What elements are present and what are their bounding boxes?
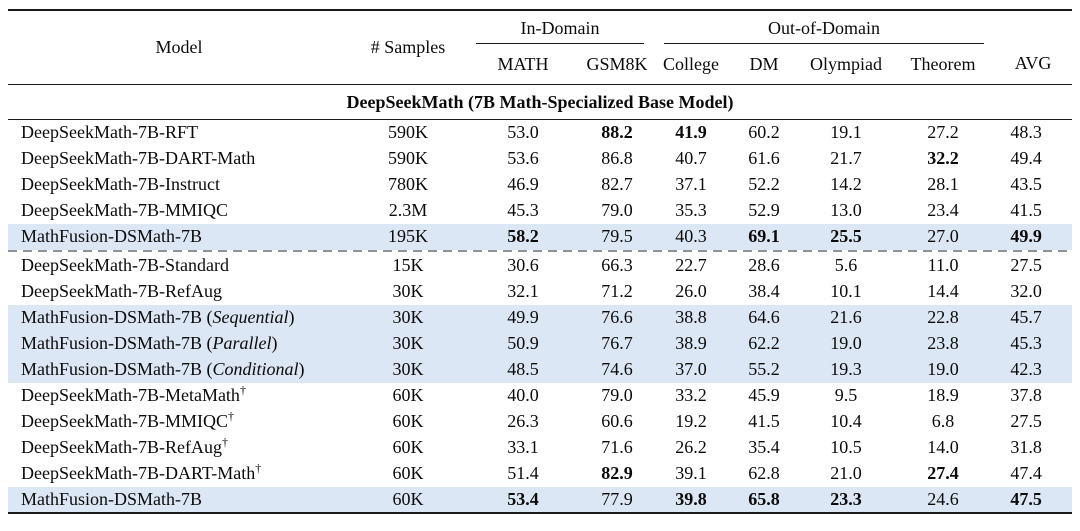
model-name: DeepSeekMath-7B-MMIQC bbox=[21, 200, 228, 220]
results-table bbox=[8, 9, 1072, 514]
score-value: 22.8 bbox=[927, 307, 959, 327]
score-value: 26.0 bbox=[675, 281, 707, 301]
samples-value: 15K bbox=[392, 255, 424, 275]
score-value: 19.0 bbox=[830, 333, 862, 353]
model-name: MathFusion-DSMath-7B (Sequential) bbox=[21, 307, 295, 327]
score-value: 49.9 bbox=[1010, 226, 1042, 246]
score-value: 58.2 bbox=[507, 226, 539, 246]
score-value: 64.6 bbox=[748, 307, 780, 327]
score-value: 41.5 bbox=[748, 411, 780, 431]
score-value: 40.3 bbox=[675, 226, 707, 246]
model-name: MathFusion-DSMath-7B (Parallel) bbox=[21, 333, 278, 353]
table-row bbox=[8, 383, 1072, 409]
model-variant: Conditional bbox=[212, 359, 299, 379]
score-value: 19.1 bbox=[830, 122, 862, 143]
score-value: 32.0 bbox=[1010, 281, 1042, 301]
score-value: 79.0 bbox=[601, 385, 633, 405]
column-header-college: College bbox=[654, 44, 728, 85]
score-value: 71.6 bbox=[601, 437, 633, 457]
model-name: DeepSeekMath-7B-MetaMath† bbox=[21, 383, 246, 405]
score-value: 69.1 bbox=[748, 226, 780, 246]
model-variant: Parallel bbox=[212, 333, 272, 353]
table-row bbox=[8, 435, 1072, 461]
model-variant: Sequential bbox=[212, 307, 289, 327]
score-value: 47.5 bbox=[1010, 488, 1042, 509]
column-header-model: Model bbox=[8, 10, 350, 85]
score-value: 23.3 bbox=[830, 488, 862, 509]
table-row bbox=[8, 253, 1072, 279]
samples-value: 780K bbox=[388, 174, 428, 194]
score-value: 37.8 bbox=[1010, 385, 1042, 405]
score-value: 74.6 bbox=[601, 359, 633, 379]
score-value: 41.9 bbox=[675, 122, 707, 143]
column-header-avg: AVG bbox=[994, 10, 1072, 85]
column-header-math: MATH bbox=[466, 44, 580, 85]
score-value: 49.9 bbox=[507, 307, 539, 327]
model-name: DeepSeekMath-7B-Instruct bbox=[21, 174, 220, 194]
samples-value: 30K bbox=[392, 359, 424, 379]
score-value: 53.0 bbox=[507, 122, 539, 143]
dagger-mark: † bbox=[255, 461, 262, 475]
results-tbody bbox=[8, 85, 1072, 513]
score-value: 21.6 bbox=[830, 307, 862, 327]
score-value: 53.6 bbox=[507, 148, 539, 168]
score-value: 23.8 bbox=[927, 333, 959, 353]
score-value: 27.2 bbox=[927, 122, 959, 143]
score-value: 32.1 bbox=[507, 281, 539, 301]
model-name: DeepSeekMath-7B-DART-Math bbox=[21, 148, 256, 168]
score-value: 48.3 bbox=[1010, 122, 1042, 143]
samples-value: 195K bbox=[388, 226, 428, 246]
in-domain-group-label: In-Domain bbox=[476, 18, 644, 44]
score-value: 19.2 bbox=[675, 411, 707, 431]
model-name: DeepSeekMath-7B-RFT bbox=[21, 122, 198, 143]
score-value: 52.2 bbox=[748, 174, 780, 194]
score-value: 62.8 bbox=[748, 463, 780, 483]
score-value: 50.9 bbox=[507, 333, 539, 353]
score-value: 60.2 bbox=[748, 122, 780, 143]
table-row bbox=[8, 357, 1072, 383]
table-row bbox=[8, 487, 1072, 513]
table-row bbox=[8, 331, 1072, 357]
score-value: 27.5 bbox=[1010, 411, 1042, 431]
score-value: 46.9 bbox=[507, 174, 539, 194]
table-row bbox=[8, 146, 1072, 172]
score-value: 53.4 bbox=[507, 488, 539, 509]
dagger-mark: † bbox=[227, 409, 234, 423]
column-header-gsm8k: GSM8K bbox=[580, 44, 654, 85]
model-name: MathFusion-DSMath-7B bbox=[21, 488, 203, 509]
score-value: 28.6 bbox=[748, 255, 780, 275]
column-group-out-of-domain bbox=[654, 10, 994, 44]
table-row bbox=[8, 279, 1072, 305]
score-value: 38.4 bbox=[748, 281, 780, 301]
score-value: 79.0 bbox=[601, 200, 633, 220]
score-value: 61.6 bbox=[748, 148, 780, 168]
score-value: 14.2 bbox=[830, 174, 862, 194]
score-value: 19.3 bbox=[830, 359, 862, 379]
score-value: 39.8 bbox=[675, 488, 707, 509]
table-row bbox=[8, 461, 1072, 487]
column-group-in-domain bbox=[466, 10, 654, 44]
samples-value: 60K bbox=[392, 488, 424, 509]
score-value: 23.4 bbox=[927, 200, 959, 220]
score-value: 24.6 bbox=[927, 488, 959, 509]
model-name: DeepSeekMath-7B-RefAug bbox=[21, 281, 222, 301]
score-value: 49.4 bbox=[1010, 148, 1042, 168]
score-value: 10.4 bbox=[830, 411, 862, 431]
column-header-samples: # Samples bbox=[350, 10, 466, 85]
column-header-dm: DM bbox=[728, 44, 800, 85]
score-value: 76.6 bbox=[601, 307, 633, 327]
score-value: 27.4 bbox=[927, 463, 959, 483]
table-row bbox=[8, 305, 1072, 331]
score-value: 10.1 bbox=[830, 281, 862, 301]
score-value: 45.3 bbox=[1010, 333, 1042, 353]
score-value: 32.2 bbox=[927, 148, 959, 168]
samples-value: 30K bbox=[392, 281, 424, 301]
score-value: 47.4 bbox=[1010, 463, 1042, 483]
dagger-mark: † bbox=[239, 383, 246, 397]
score-value: 33.2 bbox=[675, 385, 707, 405]
samples-value: 60K bbox=[392, 437, 424, 457]
table-row bbox=[8, 120, 1072, 146]
score-value: 88.2 bbox=[601, 122, 633, 143]
score-value: 43.5 bbox=[1010, 174, 1042, 194]
score-value: 45.9 bbox=[748, 385, 780, 405]
score-value: 71.2 bbox=[601, 281, 633, 301]
model-name: DeepSeekMath-7B-RefAug† bbox=[21, 435, 228, 457]
score-value: 48.5 bbox=[507, 359, 539, 379]
table-row bbox=[8, 172, 1072, 198]
score-value: 30.6 bbox=[507, 255, 539, 275]
score-value: 31.8 bbox=[1010, 437, 1042, 457]
score-value: 38.9 bbox=[675, 333, 707, 353]
score-value: 42.3 bbox=[1010, 359, 1042, 379]
score-value: 37.1 bbox=[675, 174, 707, 194]
score-value: 18.9 bbox=[927, 385, 959, 405]
score-value: 25.5 bbox=[830, 226, 862, 246]
samples-value: 60K bbox=[392, 463, 424, 483]
score-value: 26.3 bbox=[507, 411, 539, 431]
samples-value: 590K bbox=[388, 122, 428, 143]
score-value: 65.8 bbox=[748, 488, 780, 509]
table-row bbox=[8, 409, 1072, 435]
score-value: 6.8 bbox=[931, 411, 955, 431]
score-value: 82.9 bbox=[601, 463, 633, 483]
score-value: 21.7 bbox=[830, 148, 862, 168]
score-value: 19.0 bbox=[927, 359, 959, 379]
model-name: DeepSeekMath-7B-DART-Math† bbox=[21, 461, 262, 483]
score-value: 9.5 bbox=[834, 385, 858, 405]
score-value: 77.9 bbox=[601, 488, 633, 509]
score-value: 38.8 bbox=[675, 307, 707, 327]
header-row-groups bbox=[8, 10, 1072, 44]
section-title: DeepSeekMath (7B Math-Specialized Base Model) bbox=[8, 85, 1072, 120]
score-value: 45.7 bbox=[1010, 307, 1042, 327]
score-value: 35.4 bbox=[748, 437, 780, 457]
samples-value: 60K bbox=[392, 411, 424, 431]
score-value: 33.1 bbox=[507, 437, 539, 457]
score-value: 79.5 bbox=[601, 226, 633, 246]
section-header-row bbox=[8, 85, 1072, 120]
out-of-domain-group-label: Out-of-Domain bbox=[664, 18, 984, 44]
score-value: 51.4 bbox=[507, 463, 539, 483]
score-value: 5.6 bbox=[834, 255, 858, 275]
score-value: 76.7 bbox=[601, 333, 633, 353]
score-value: 21.0 bbox=[830, 463, 862, 483]
score-value: 40.0 bbox=[507, 385, 539, 405]
model-name: DeepSeekMath-7B-MMIQC† bbox=[21, 409, 234, 431]
model-name: MathFusion-DSMath-7B (Conditional) bbox=[21, 359, 305, 379]
score-value: 39.1 bbox=[675, 463, 707, 483]
samples-value: 60K bbox=[392, 385, 424, 405]
score-value: 86.8 bbox=[601, 148, 633, 168]
score-value: 35.3 bbox=[675, 200, 707, 220]
score-value: 27.0 bbox=[927, 226, 959, 246]
samples-value: 30K bbox=[392, 307, 424, 327]
samples-value: 2.3M bbox=[388, 200, 428, 220]
score-value: 82.7 bbox=[601, 174, 633, 194]
score-value: 41.5 bbox=[1010, 200, 1042, 220]
model-name: DeepSeekMath-7B-Standard bbox=[21, 255, 229, 275]
column-header-olympiad: Olympiad bbox=[800, 44, 892, 85]
score-value: 40.7 bbox=[675, 148, 707, 168]
score-value: 66.3 bbox=[601, 255, 633, 275]
score-value: 37.0 bbox=[675, 359, 707, 379]
score-value: 22.7 bbox=[675, 255, 707, 275]
table-row bbox=[8, 198, 1072, 224]
score-value: 11.0 bbox=[927, 255, 959, 275]
samples-value: 590K bbox=[388, 148, 428, 168]
score-value: 62.2 bbox=[748, 333, 780, 353]
score-value: 13.0 bbox=[830, 200, 862, 220]
model-name: MathFusion-DSMath-7B bbox=[21, 226, 203, 246]
score-value: 55.2 bbox=[748, 359, 780, 379]
score-value: 60.6 bbox=[601, 411, 633, 431]
score-value: 45.3 bbox=[507, 200, 539, 220]
score-value: 10.5 bbox=[830, 437, 862, 457]
score-value: 14.0 bbox=[927, 437, 959, 457]
score-value: 52.9 bbox=[748, 200, 780, 220]
dagger-mark: † bbox=[221, 435, 228, 449]
score-value: 28.1 bbox=[927, 174, 959, 194]
score-value: 26.2 bbox=[675, 437, 707, 457]
score-value: 27.5 bbox=[1010, 255, 1042, 275]
samples-value: 30K bbox=[392, 333, 424, 353]
score-value: 14.4 bbox=[927, 281, 959, 301]
column-header-theorem: Theorem bbox=[892, 44, 994, 85]
table-row bbox=[8, 224, 1072, 250]
